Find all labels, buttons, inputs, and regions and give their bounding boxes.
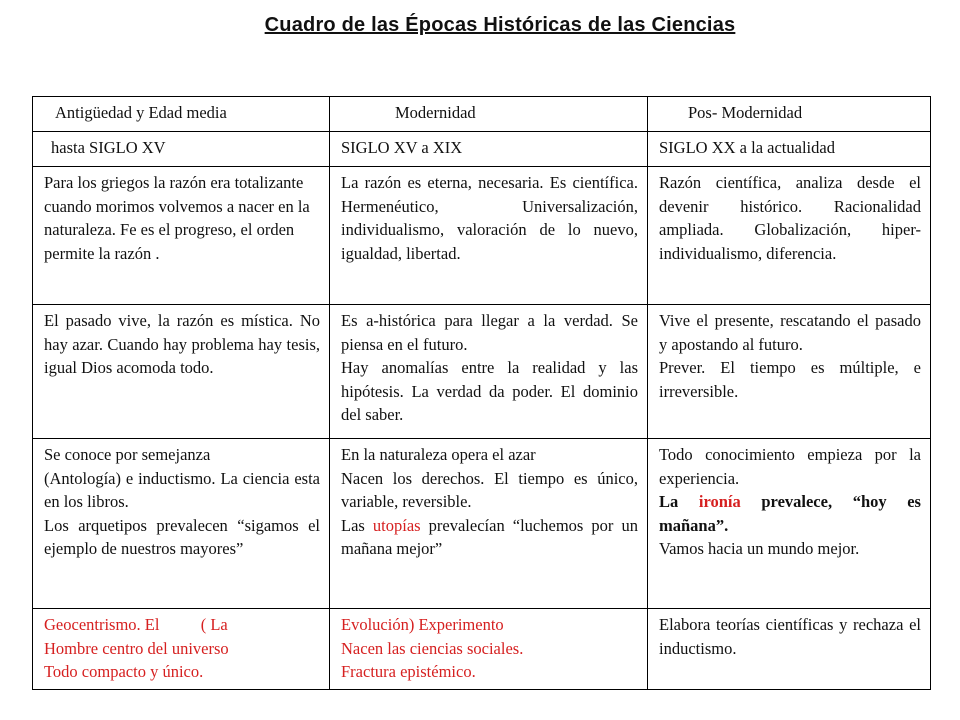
header-modernity: Modernidad xyxy=(330,97,648,132)
text-fragment: prevalecían “luchemos por un mañana mejor” xyxy=(341,515,638,558)
cell-time-postmodernity xyxy=(648,305,931,439)
cell-text-line: Prever. El tiempo es múltiple, e irreversible. xyxy=(659,358,921,401)
cell-text-line: Todo compacto y único. xyxy=(44,662,204,681)
cell-text-line: Hombre centro del universo xyxy=(44,638,229,658)
cell-time-modernity xyxy=(330,305,648,439)
cell-time-antiquity: El pasado vive, la razón es mística. No hay azar. Cuando hay problema hay tesis, igual Dios acomoda todo. xyxy=(33,305,330,439)
cell-text-line: Fractura epistémico. xyxy=(341,662,476,681)
table-row xyxy=(33,305,931,439)
cell-text-line: Vamos hacia un mundo mejor. xyxy=(659,539,860,558)
cell-reason-postmodernity: Razón científica, analiza desde el devenir histórico. Racionalidad ampliada. Globalización, hiper-individualismo, diferencia. xyxy=(648,167,931,305)
cell-text-line: En la naturaleza opera el azar xyxy=(341,445,536,464)
cell-text-line: Nacen los derechos. El tiempo es único, variable, reversible. xyxy=(341,468,638,511)
cell-text-line xyxy=(659,490,921,537)
cell-text-line: Geocentrismo. El ( La xyxy=(44,615,228,634)
page-title: Cuadro de las Épocas Históricas de las Ciencias xyxy=(264,14,736,36)
text-fragment: Las xyxy=(341,515,373,535)
cell-knowledge-modernity xyxy=(330,439,648,609)
text-fragment: La xyxy=(659,492,699,511)
cell-reason-antiquity: Para los griegos la razón era totalizante cuando morimos volvemos a nacer en la naturaleza. Fe es el progreso, el orden permite la razón . xyxy=(33,167,330,305)
header-postmodernity: Pos- Modernidad xyxy=(648,97,931,132)
cell-text-line: Vive el presente, rescatando el pasado y apostando al futuro. xyxy=(659,311,921,354)
cell-reason-modernity: La razón es eterna, necesaria. Es científica. Hermenéutico, Universalización, individualismo, valoración de lo nuevo, igualdad, libertad. xyxy=(330,167,648,305)
text-fragment: prevalece, “hoy es mañana”. xyxy=(659,492,921,535)
period-antiquity: hasta SIGLO XV xyxy=(33,132,330,167)
cell-text-line: Todo conocimiento empieza por la experiencia. xyxy=(659,445,921,488)
cell-model-modernity xyxy=(330,609,648,690)
highlight-ironia: ironía xyxy=(698,492,741,511)
cell-text-line: Evolución) Experimento xyxy=(341,615,504,634)
cell-text-line: Se conoce por semejanza xyxy=(44,445,211,464)
epochs-table xyxy=(32,96,931,690)
period-modernity: SIGLO XV a XIX xyxy=(330,132,648,167)
cell-knowledge-postmodernity xyxy=(648,439,931,609)
table-header-row xyxy=(33,97,931,132)
cell-text-line: Es a-histórica para llegar a la verdad. Se piensa en el futuro. xyxy=(341,311,638,354)
table-row xyxy=(33,439,931,609)
cell-knowledge-antiquity xyxy=(33,439,330,609)
cell-model-antiquity xyxy=(33,609,330,690)
cell-model-postmodernity: Elabora teorías científicas y rechaza el inductismo. xyxy=(648,609,931,690)
cell-text-line: Nacen las ciencias sociales. xyxy=(341,638,524,658)
highlight-utopias: utopías xyxy=(372,515,421,535)
cell-text-line: Los arquetipos prevalecen “sigamos el ejemplo de nuestros mayores” xyxy=(44,515,320,558)
period-postmodernity: SIGLO XX a la actualidad xyxy=(648,132,931,167)
table-period-row xyxy=(33,132,931,167)
table-row xyxy=(33,167,931,305)
cell-text-line xyxy=(341,514,638,561)
cell-text-line: (Antología) e inductismo. La ciencia esta en los libros. xyxy=(44,468,320,511)
table-row xyxy=(33,609,931,690)
header-antiquity: Antigüedad y Edad media xyxy=(33,97,330,132)
cell-text-line: Hay anomalías entre la realidad y las hipótesis. La verdad da poder. El dominio del saber. xyxy=(341,358,638,424)
